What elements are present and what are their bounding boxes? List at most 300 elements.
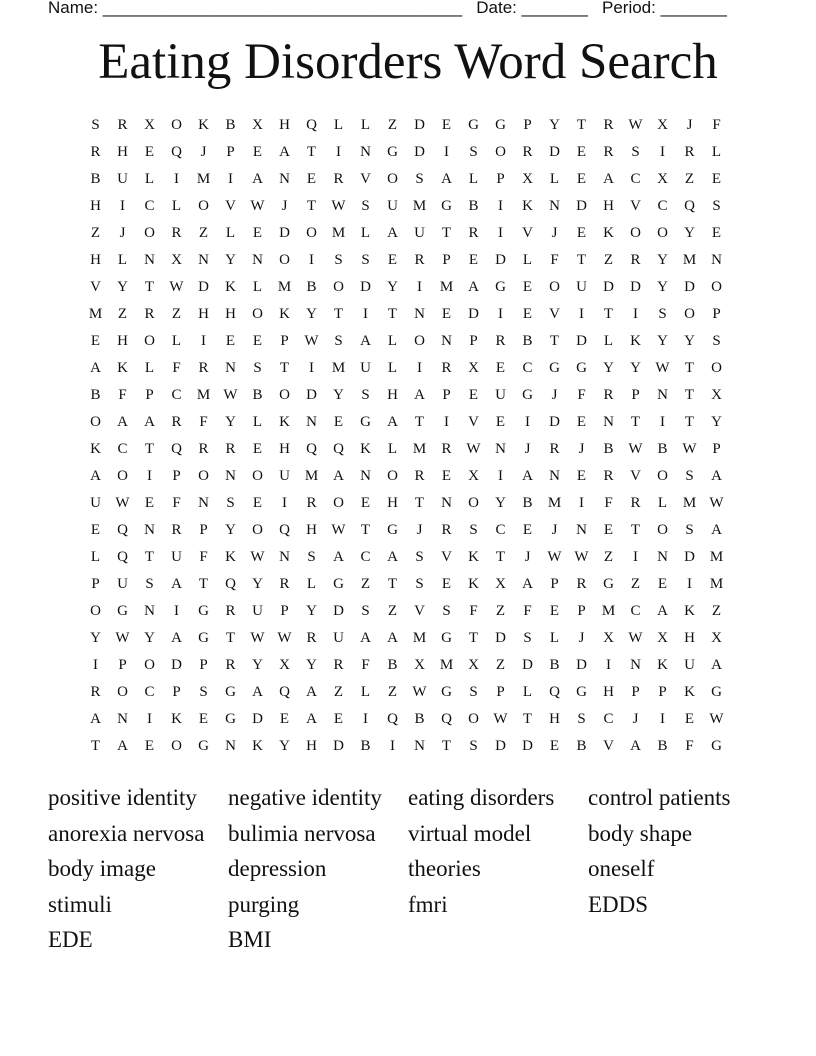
grid-letter[interactable]: L — [387, 360, 398, 376]
grid-letter[interactable]: I — [660, 144, 665, 160]
grid-letter[interactable]: A — [657, 603, 668, 619]
grid-letter[interactable]: Y — [684, 225, 695, 241]
grid-letter[interactable]: W — [250, 630, 265, 646]
grid-letter[interactable]: O — [468, 495, 479, 511]
grid-letter[interactable]: Y — [144, 630, 155, 646]
grid-letter[interactable]: E — [576, 225, 587, 241]
grid-letter[interactable]: Y — [252, 576, 263, 592]
grid-letter[interactable]: T — [279, 360, 290, 376]
grid-letter[interactable]: E — [576, 468, 587, 484]
grid-letter[interactable]: B — [657, 441, 668, 457]
grid-letter[interactable]: D — [414, 144, 425, 160]
grid-letter[interactable]: Z — [495, 603, 506, 619]
grid-letter[interactable]: Y — [387, 279, 398, 295]
grid-letter[interactable]: H — [279, 117, 290, 133]
grid-letter[interactable]: D — [252, 711, 263, 727]
grid-letter[interactable]: O — [630, 225, 641, 241]
grid-letter[interactable]: K — [198, 117, 209, 133]
grid-letter[interactable]: W — [223, 387, 238, 403]
grid-letter[interactable]: H — [90, 198, 101, 214]
grid-letter[interactable]: P — [226, 144, 235, 160]
grid-letter[interactable]: Q — [306, 117, 317, 133]
grid-letter[interactable]: Z — [360, 576, 371, 592]
grid-letter[interactable]: E — [549, 738, 560, 754]
grid-letter[interactable]: W — [682, 441, 697, 457]
grid-letter[interactable]: E — [252, 225, 263, 241]
grid-letter[interactable]: A — [603, 171, 614, 187]
grid-letter[interactable]: Q — [279, 684, 290, 700]
grid-letter[interactable]: W — [709, 495, 724, 511]
grid-letter[interactable]: S — [577, 711, 586, 727]
grid-letter[interactable]: T — [603, 306, 614, 322]
grid-letter[interactable]: R — [684, 144, 695, 160]
grid-letter[interactable]: B — [603, 441, 614, 457]
grid-letter[interactable]: N — [441, 333, 452, 349]
grid-letter[interactable]: P — [469, 333, 478, 349]
grid-letter[interactable]: S — [415, 576, 424, 592]
grid-letter[interactable]: M — [331, 360, 346, 376]
grid-letter[interactable]: O — [117, 468, 128, 484]
grid-letter[interactable]: U — [360, 360, 371, 376]
grid-letter[interactable]: U — [333, 630, 344, 646]
grid-letter[interactable]: G — [495, 117, 506, 133]
grid-letter[interactable]: D — [495, 630, 506, 646]
grid-letter[interactable]: N — [576, 522, 587, 538]
grid-letter[interactable]: L — [333, 117, 344, 133]
grid-letter[interactable]: W — [628, 630, 643, 646]
grid-letter[interactable]: I — [444, 144, 449, 160]
grid-letter[interactable]: I — [633, 549, 638, 565]
grid-letter[interactable]: I — [417, 360, 422, 376]
grid-letter[interactable]: R — [630, 252, 641, 268]
grid-letter[interactable]: P — [172, 468, 181, 484]
grid-letter[interactable]: W — [628, 117, 643, 133]
grid-letter[interactable]: A — [711, 522, 722, 538]
grid-letter[interactable]: A — [468, 279, 479, 295]
grid-letter[interactable]: R — [522, 144, 533, 160]
grid-letter[interactable]: S — [334, 333, 343, 349]
grid-letter[interactable]: N — [711, 252, 722, 268]
grid-letter[interactable]: W — [412, 684, 427, 700]
grid-letter[interactable]: W — [304, 333, 319, 349]
grid-letter[interactable]: O — [468, 711, 479, 727]
grid-letter[interactable]: U — [279, 468, 290, 484]
grid-letter[interactable]: G — [333, 576, 344, 592]
grid-letter[interactable]: K — [279, 414, 290, 430]
grid-letter[interactable]: K — [360, 441, 371, 457]
grid-letter[interactable]: S — [145, 576, 154, 592]
grid-letter[interactable]: O — [657, 468, 668, 484]
grid-letter[interactable]: R — [225, 603, 236, 619]
grid-letter[interactable]: T — [630, 522, 641, 538]
grid-letter[interactable]: A — [630, 738, 641, 754]
grid-letter[interactable]: S — [226, 495, 235, 511]
grid-letter[interactable]: I — [525, 414, 530, 430]
grid-letter[interactable]: Z — [387, 117, 398, 133]
grid-letter[interactable]: Z — [711, 603, 722, 619]
grid-letter[interactable]: A — [441, 171, 452, 187]
grid-letter[interactable]: U — [495, 387, 506, 403]
grid-letter[interactable]: E — [441, 576, 452, 592]
grid-letter[interactable]: L — [306, 576, 317, 592]
grid-letter[interactable]: C — [630, 171, 641, 187]
grid-letter[interactable]: H — [387, 495, 398, 511]
grid-letter[interactable]: D — [549, 144, 560, 160]
grid-letter[interactable]: R — [414, 468, 425, 484]
grid-letter[interactable]: K — [522, 198, 533, 214]
grid-letter[interactable]: B — [306, 279, 317, 295]
grid-letter[interactable]: H — [225, 306, 236, 322]
grid-letter[interactable]: T — [306, 144, 317, 160]
grid-letter[interactable]: Z — [684, 171, 695, 187]
grid-letter[interactable]: S — [442, 603, 451, 619]
grid-letter[interactable]: N — [360, 468, 371, 484]
grid-letter[interactable]: C — [360, 549, 371, 565]
grid-letter[interactable]: S — [334, 252, 343, 268]
grid-letter[interactable]: D — [576, 333, 587, 349]
grid-letter[interactable]: B — [360, 738, 371, 754]
grid-letter[interactable]: I — [579, 306, 584, 322]
grid-letter[interactable]: W — [628, 441, 643, 457]
grid-letter[interactable]: Q — [279, 522, 290, 538]
grid-letter[interactable]: Z — [603, 549, 614, 565]
grid-letter[interactable]: H — [603, 684, 614, 700]
grid-letter[interactable]: V — [549, 306, 560, 322]
grid-letter[interactable]: L — [522, 684, 533, 700]
grid-letter[interactable]: O — [306, 225, 317, 241]
grid-letter[interactable]: I — [201, 333, 206, 349]
grid-letter[interactable]: N — [441, 495, 452, 511]
grid-letter[interactable]: M — [412, 441, 427, 457]
grid-letter[interactable]: A — [711, 657, 722, 673]
grid-letter[interactable]: R — [90, 144, 101, 160]
period-blank[interactable]: _______ — [660, 0, 727, 17]
grid-letter[interactable]: O — [414, 333, 425, 349]
grid-letter[interactable]: S — [253, 360, 262, 376]
grid-letter[interactable]: S — [361, 603, 370, 619]
grid-letter[interactable]: H — [549, 711, 560, 727]
grid-letter[interactable]: Z — [171, 306, 182, 322]
grid-letter[interactable]: R — [171, 414, 182, 430]
grid-letter[interactable]: S — [469, 684, 478, 700]
grid-letter[interactable]: I — [498, 468, 503, 484]
grid-letter[interactable]: D — [549, 414, 560, 430]
grid-letter[interactable]: L — [387, 333, 398, 349]
grid-letter[interactable]: G — [441, 684, 452, 700]
grid-letter[interactable]: E — [252, 495, 263, 511]
grid-letter[interactable]: H — [117, 333, 128, 349]
grid-letter[interactable]: O — [333, 495, 344, 511]
grid-letter[interactable]: N — [414, 306, 425, 322]
grid-letter[interactable]: H — [306, 738, 317, 754]
grid-letter[interactable]: I — [444, 414, 449, 430]
grid-letter[interactable]: U — [252, 603, 263, 619]
grid-letter[interactable]: G — [549, 360, 560, 376]
grid-letter[interactable]: G — [360, 414, 371, 430]
grid-letter[interactable]: R — [144, 306, 155, 322]
grid-letter[interactable]: S — [361, 198, 370, 214]
grid-letter[interactable]: M — [682, 252, 697, 268]
grid-letter[interactable]: B — [549, 657, 560, 673]
grid-letter[interactable]: R — [306, 630, 317, 646]
grid-letter[interactable]: P — [712, 441, 721, 457]
grid-letter[interactable]: M — [331, 225, 346, 241]
grid-letter[interactable]: E — [252, 333, 263, 349]
grid-letter[interactable]: R — [549, 441, 560, 457]
grid-letter[interactable]: T — [387, 576, 398, 592]
grid-letter[interactable]: G — [468, 117, 479, 133]
grid-letter[interactable]: R — [306, 495, 317, 511]
grid-letter[interactable]: L — [225, 225, 236, 241]
grid-letter[interactable]: O — [684, 306, 695, 322]
grid-letter[interactable]: B — [90, 387, 101, 403]
grid-letter[interactable]: T — [576, 252, 587, 268]
grid-letter[interactable]: X — [279, 657, 290, 673]
grid-letter[interactable]: X — [414, 657, 425, 673]
grid-letter[interactable]: A — [387, 225, 398, 241]
grid-letter[interactable]: G — [711, 738, 722, 754]
grid-letter[interactable]: Q — [387, 711, 398, 727]
grid-letter[interactable]: Y — [252, 657, 263, 673]
grid-letter[interactable]: K — [657, 657, 668, 673]
grid-letter[interactable]: Y — [711, 414, 722, 430]
grid-letter[interactable]: G — [441, 198, 452, 214]
grid-letter[interactable]: S — [361, 387, 370, 403]
grid-letter[interactable]: L — [549, 171, 560, 187]
grid-letter[interactable]: D — [522, 657, 533, 673]
grid-letter[interactable]: L — [360, 117, 371, 133]
grid-letter[interactable]: O — [144, 657, 155, 673]
grid-letter[interactable]: V — [630, 468, 641, 484]
grid-letter[interactable]: F — [199, 549, 208, 565]
grid-letter[interactable]: J — [524, 441, 531, 457]
grid-letter[interactable]: D — [414, 117, 425, 133]
grid-letter[interactable]: D — [495, 252, 506, 268]
grid-letter[interactable]: O — [198, 198, 209, 214]
grid-letter[interactable]: A — [306, 684, 317, 700]
grid-letter[interactable]: A — [171, 576, 182, 592]
grid-letter[interactable]: D — [279, 225, 290, 241]
grid-letter[interactable]: P — [550, 576, 559, 592]
grid-letter[interactable]: D — [576, 198, 587, 214]
grid-letter[interactable]: S — [685, 468, 694, 484]
grid-letter[interactable]: R — [495, 333, 506, 349]
grid-letter[interactable]: L — [387, 441, 398, 457]
grid-letter[interactable]: F — [523, 603, 532, 619]
grid-letter[interactable]: Y — [495, 495, 506, 511]
grid-letter[interactable]: I — [363, 711, 368, 727]
grid-letter[interactable]: E — [468, 387, 479, 403]
grid-letter[interactable]: M — [196, 171, 211, 187]
grid-letter[interactable]: O — [171, 738, 182, 754]
grid-letter[interactable]: G — [576, 360, 587, 376]
grid-letter[interactable]: N — [198, 252, 209, 268]
grid-letter[interactable]: X — [252, 117, 263, 133]
grid-letter[interactable]: L — [468, 171, 479, 187]
grid-letter[interactable]: K — [117, 360, 128, 376]
grid-letter[interactable]: Q — [117, 522, 128, 538]
grid-letter[interactable]: W — [250, 549, 265, 565]
grid-letter[interactable]: I — [687, 576, 692, 592]
grid-letter[interactable]: D — [333, 738, 344, 754]
grid-letter[interactable]: G — [225, 684, 236, 700]
grid-letter[interactable]: B — [387, 657, 398, 673]
grid-letter[interactable]: I — [417, 279, 422, 295]
grid-letter[interactable]: Y — [603, 360, 614, 376]
grid-letter[interactable]: M — [439, 657, 454, 673]
grid-letter[interactable]: A — [306, 711, 317, 727]
grid-letter[interactable]: G — [495, 279, 506, 295]
grid-letter[interactable]: R — [603, 117, 614, 133]
grid-letter[interactable]: A — [360, 630, 371, 646]
grid-letter[interactable]: S — [469, 522, 478, 538]
grid-letter[interactable]: Q — [225, 576, 236, 592]
grid-letter[interactable]: T — [144, 549, 155, 565]
grid-letter[interactable]: Z — [387, 603, 398, 619]
grid-letter[interactable]: P — [496, 684, 505, 700]
grid-letter[interactable]: A — [117, 414, 128, 430]
grid-letter[interactable]: A — [522, 468, 533, 484]
grid-letter[interactable]: A — [522, 576, 533, 592]
grid-letter[interactable]: O — [252, 306, 263, 322]
grid-letter[interactable]: Z — [90, 225, 101, 241]
grid-letter[interactable]: V — [468, 414, 479, 430]
grid-letter[interactable]: L — [144, 171, 155, 187]
grid-letter[interactable]: R — [279, 576, 290, 592]
grid-letter[interactable]: C — [630, 603, 641, 619]
grid-letter[interactable]: C — [495, 522, 506, 538]
grid-letter[interactable]: Q — [333, 441, 344, 457]
grid-letter[interactable]: N — [657, 387, 668, 403]
grid-letter[interactable]: X — [468, 468, 479, 484]
grid-letter[interactable]: F — [604, 495, 613, 511]
grid-letter[interactable]: R — [171, 522, 182, 538]
grid-letter[interactable]: L — [252, 414, 263, 430]
grid-letter[interactable]: I — [309, 252, 314, 268]
grid-letter[interactable]: M — [412, 630, 427, 646]
grid-letter[interactable]: N — [414, 738, 425, 754]
grid-letter[interactable]: I — [498, 225, 503, 241]
grid-letter[interactable]: I — [336, 144, 341, 160]
grid-letter[interactable]: E — [495, 414, 506, 430]
grid-letter[interactable]: O — [387, 468, 398, 484]
grid-letter[interactable]: A — [171, 630, 182, 646]
grid-letter[interactable]: S — [712, 333, 721, 349]
grid-letter[interactable]: K — [171, 711, 182, 727]
grid-letter[interactable]: P — [199, 657, 208, 673]
grid-letter[interactable]: X — [657, 117, 668, 133]
grid-letter[interactable]: L — [657, 495, 668, 511]
grid-letter[interactable]: L — [144, 360, 155, 376]
grid-letter[interactable]: G — [198, 738, 209, 754]
grid-letter[interactable]: E — [252, 441, 263, 457]
grid-letter[interactable]: U — [387, 198, 398, 214]
grid-letter[interactable]: Q — [684, 198, 695, 214]
word-search-grid[interactable] — [82, 112, 730, 760]
grid-letter[interactable]: E — [576, 414, 587, 430]
grid-letter[interactable]: O — [495, 144, 506, 160]
grid-letter[interactable]: W — [547, 549, 562, 565]
grid-letter[interactable]: E — [657, 576, 668, 592]
grid-letter[interactable]: E — [441, 468, 452, 484]
grid-letter[interactable]: D — [198, 279, 209, 295]
grid-letter[interactable]: P — [658, 684, 667, 700]
grid-letter[interactable]: J — [551, 387, 558, 403]
grid-letter[interactable]: R — [171, 225, 182, 241]
grid-letter[interactable]: H — [306, 522, 317, 538]
grid-letter[interactable]: E — [333, 414, 344, 430]
grid-letter[interactable]: R — [198, 441, 209, 457]
grid-letter[interactable]: S — [415, 549, 424, 565]
grid-letter[interactable]: N — [144, 522, 155, 538]
grid-letter[interactable]: O — [252, 468, 263, 484]
grid-letter[interactable]: A — [252, 171, 263, 187]
grid-letter[interactable]: X — [144, 117, 155, 133]
grid-letter[interactable]: N — [549, 468, 560, 484]
grid-letter[interactable]: G — [522, 387, 533, 403]
grid-letter[interactable]: I — [660, 414, 665, 430]
grid-letter[interactable]: K — [90, 441, 101, 457]
grid-letter[interactable]: I — [309, 360, 314, 376]
grid-letter[interactable]: E — [144, 495, 155, 511]
grid-letter[interactable]: E — [441, 306, 452, 322]
grid-letter[interactable]: S — [361, 252, 370, 268]
grid-letter[interactable]: R — [333, 657, 344, 673]
grid-letter[interactable]: R — [630, 495, 641, 511]
grid-letter[interactable]: D — [603, 279, 614, 295]
grid-letter[interactable]: E — [711, 171, 722, 187]
grid-letter[interactable]: N — [279, 549, 290, 565]
grid-letter[interactable]: T — [495, 549, 506, 565]
grid-letter[interactable]: F — [172, 495, 181, 511]
grid-letter[interactable]: W — [493, 711, 508, 727]
grid-letter[interactable]: E — [684, 711, 695, 727]
grid-letter[interactable]: N — [225, 738, 236, 754]
grid-letter[interactable]: C — [657, 198, 668, 214]
name-blank[interactable]: ______________________________________ — [102, 0, 463, 17]
grid-letter[interactable]: T — [360, 522, 371, 538]
grid-letter[interactable]: I — [498, 198, 503, 214]
grid-letter[interactable]: B — [522, 495, 533, 511]
grid-letter[interactable]: O — [711, 360, 722, 376]
grid-letter[interactable]: Q — [117, 549, 128, 565]
grid-letter[interactable]: Y — [684, 333, 695, 349]
grid-letter[interactable]: V — [441, 549, 452, 565]
grid-letter[interactable]: F — [172, 360, 181, 376]
grid-letter[interactable]: T — [441, 738, 452, 754]
grid-letter[interactable]: R — [603, 468, 614, 484]
grid-letter[interactable]: I — [390, 738, 395, 754]
grid-letter[interactable]: G — [225, 711, 236, 727]
grid-letter[interactable]: R — [576, 576, 587, 592]
grid-letter[interactable]: I — [147, 711, 152, 727]
grid-letter[interactable]: N — [117, 711, 128, 727]
grid-letter[interactable]: R — [225, 657, 236, 673]
grid-letter[interactable]: P — [280, 603, 289, 619]
grid-letter[interactable]: R — [333, 171, 344, 187]
grid-letter[interactable]: F — [361, 657, 370, 673]
grid-letter[interactable]: X — [468, 360, 479, 376]
grid-letter[interactable]: C — [171, 387, 182, 403]
grid-letter[interactable]: M — [196, 387, 211, 403]
grid-letter[interactable]: C — [144, 684, 155, 700]
grid-letter[interactable]: S — [523, 630, 532, 646]
grid-letter[interactable]: E — [603, 522, 614, 538]
grid-letter[interactable]: L — [252, 279, 263, 295]
grid-letter[interactable]: M — [277, 279, 292, 295]
grid-letter[interactable]: E — [495, 360, 506, 376]
grid-letter[interactable]: H — [198, 306, 209, 322]
